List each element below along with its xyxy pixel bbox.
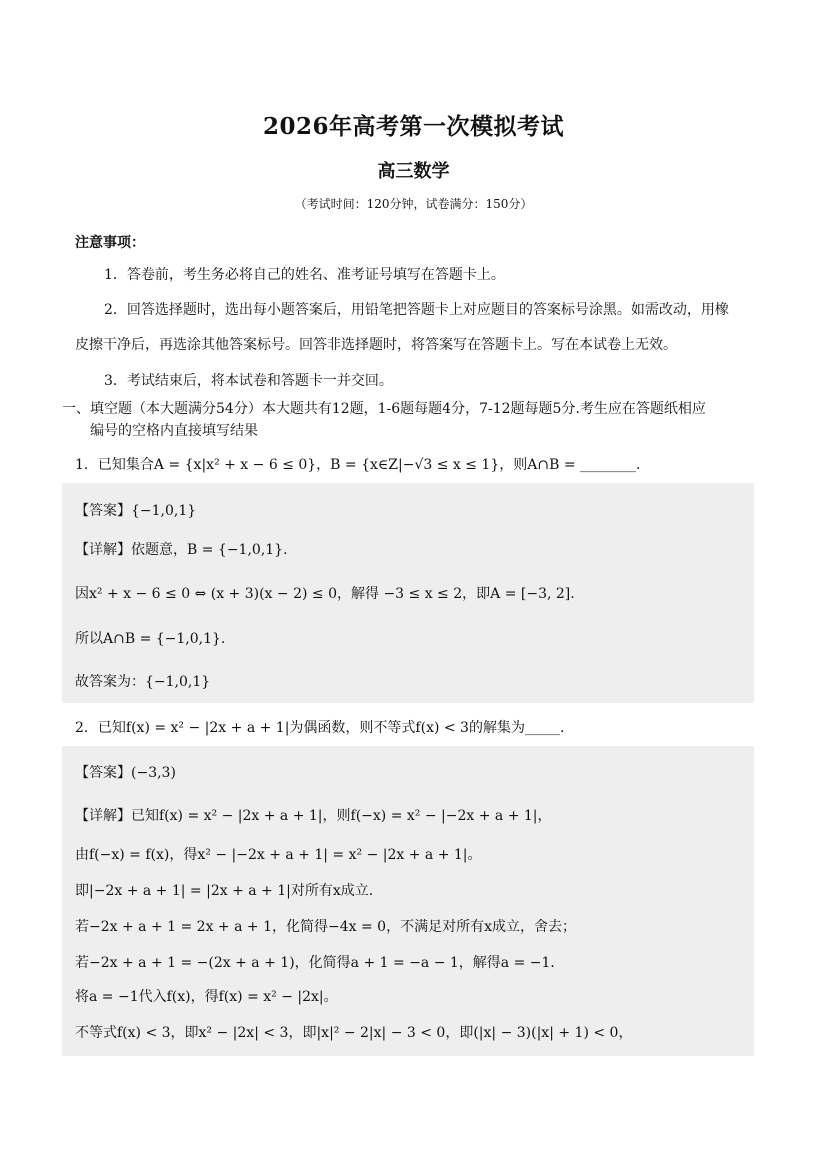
question-2: 2．已知f(x) = x² − |2x + a + 1|为偶函数，则不等式f(x) < 3的解集为_____．	[75, 720, 574, 736]
notice-heading: 注意事项：	[75, 235, 145, 251]
detail-2-line-4: 若−2x + a + 1 = 2x + a + 1，化简得−4x = 0，不满足对所有x成立，舍去；	[75, 919, 576, 935]
detail-2-line-2: 由f(−x) = f(x)，得x² − |−2x + a + 1| = x² − |2x + a + 1|。	[75, 847, 482, 863]
exam-subtitle: 高三数学	[377, 161, 450, 182]
detail-1-line-1: 【详解】依题意，B = {−1,0,1}.	[75, 542, 288, 558]
detail-2-line-5: 若−2x + a + 1 = −(2x + a + 1)，化简得a + 1 = −a − 1，解得a = −1．	[75, 955, 565, 971]
notice-item-1: 1．答卷前，考生务必将自己的姓名、准考证号填写在答题卡上。	[104, 267, 505, 283]
detail-2-line-3: 即|−2x + a + 1| = |2x + a + 1|对所有x成立．	[75, 883, 383, 899]
answer-2: 【答案】(−3,3)	[75, 765, 176, 781]
detail-2-line-6: 将a = −1代入f(x)，得f(x) = x² − |2x|。	[75, 989, 338, 1005]
exam-title: 2026年高考第一次模拟考试	[262, 113, 564, 140]
detail-1-line-2: 因x² + x − 6 ≤ 0 ⇔ (x + 3)(x − 2) ≤ 0，解得 −3 ≤ x ≤ 2，即A = [−3, 2].	[75, 586, 575, 602]
notice-item-2-line-2: 皮擦干净后，再选涂其他答案标号。回答非选择题时，将答案写在答题卡上。写在本试卷上无效。	[75, 337, 677, 353]
detail-1-line-3: 所以A∩B = {−1,0,1}.	[75, 631, 226, 647]
detail-1-line-4: 故答案为：{−1,0,1}	[75, 674, 211, 690]
section-1-line-1: 一、填空题（本大题满分54分）本大题共有12题，1-6题每题4分，7-12题每题5分.考生应在答题纸相应	[62, 401, 706, 417]
answer-1: 【答案】{−1,0,1}	[75, 503, 197, 519]
detail-2-line-1: 【详解】已知f(x) = x² − |2x + a + 1|，则f(−x) = x² − |−2x + a + 1|，	[75, 808, 552, 824]
detail-2-line-7: 不等式f(x) < 3，即x² − |2x| < 3，即|x|² − 2|x| − 3 < 0，即(|x| − 3)(|x| + 1) < 0，	[75, 1025, 633, 1041]
exam-info: （考试时间：120分钟，试卷满分：150分）	[294, 197, 533, 211]
section-1-line-2: 编号的空格内直接填写结果	[90, 423, 258, 439]
answer-box-2	[62, 746, 754, 1056]
question-1: 1．已知集合A = {x|x² + x − 6 ≤ 0}，B = {x∈Z|−√3 ≤ x ≤ 1}，则A∩B = ________.	[75, 457, 641, 473]
notice-item-2-line-1: 2．回答选择题时，选出每小题答案后，用铅笔把答题卡上对应题目的答案标号涂黑。如需改动，用橡	[104, 302, 729, 318]
notice-item-3: 3．考试结束后，将本试卷和答题卡一并交回。	[104, 373, 393, 389]
answer-box-1	[62, 483, 754, 703]
